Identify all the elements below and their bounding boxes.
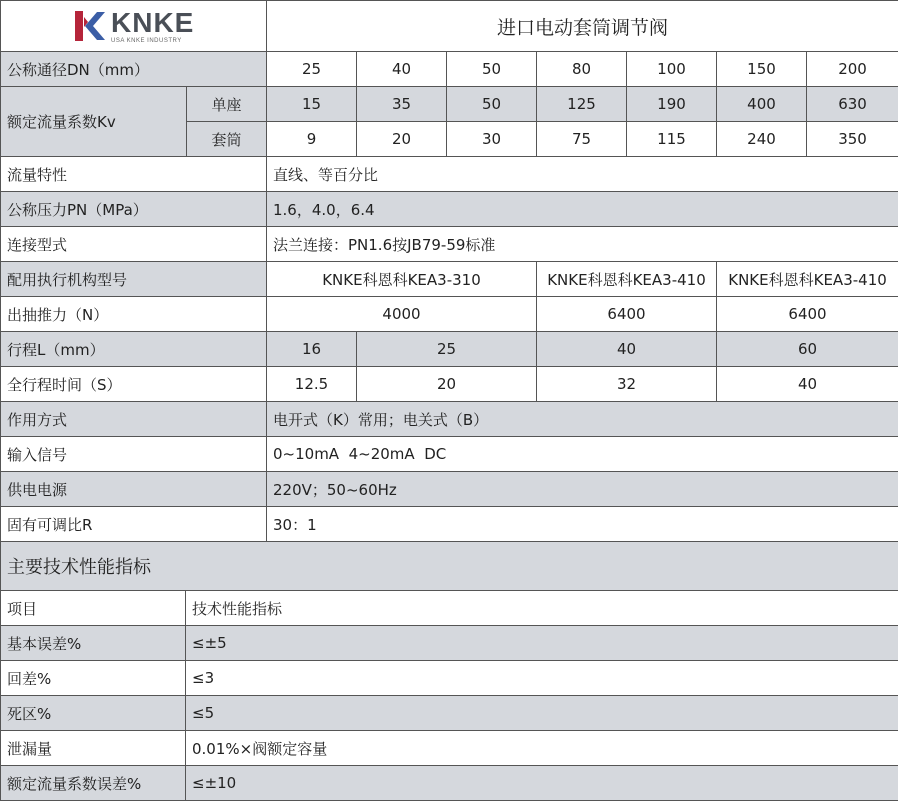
input-label: 输入信号 [1,437,267,472]
page-title: 进口电动套筒调节阀 [267,1,898,52]
stroke-value: 40 [537,332,717,367]
kv-single-seat-label: 单座 [187,87,267,122]
dn-label: 公称通径DN（mm） [1,52,267,87]
pressure-value: 1.6，4.0，6.4 [267,192,898,227]
dn-value: 50 [447,52,537,87]
kv-value: 350 [807,122,898,157]
kv-value: 630 [807,87,898,122]
stroke-time-value: 20 [357,367,537,402]
perf-label: 项目 [1,591,186,626]
range-value: 30：1 [267,507,898,542]
stroke-time-value: 40 [717,367,898,402]
perf-label: 基本误差% [1,626,186,661]
perf-value: ≤±10 [186,766,898,801]
kv-label: 额定流量系数Kv [1,87,187,157]
actuator-model: KNKE科恩科KEA3-310 [267,262,537,297]
kv-value: 400 [717,87,807,122]
kv-value: 50 [447,87,537,122]
kv-value: 125 [537,87,627,122]
performance-section-title: 主要技术性能指标 [1,542,898,591]
thrust-value: 4000 [267,297,537,332]
perf-value: ≤±5 [186,626,898,661]
kv-value: 20 [357,122,447,157]
perf-value: ≤3 [186,661,898,696]
logo-cell [1,1,267,52]
logo-tagline: USA KNKE INDUSTRY [111,37,182,44]
range-label: 固有可调比R [1,507,267,542]
kv-value: 115 [627,122,717,157]
logo-wordmark: KNKE [111,6,195,38]
kv-value: 30 [447,122,537,157]
flow-char-label: 流量特性 [1,157,267,192]
dn-value: 200 [807,52,898,87]
connection-label: 连接型式 [1,227,267,262]
dn-value: 40 [357,52,447,87]
dn-value: 25 [267,52,357,87]
perf-value: 0.01%×阀额定容量 [186,731,898,766]
brand-logo [7,6,260,44]
perf-label: 回差% [1,661,186,696]
thrust-label: 出抽推力（N） [1,297,267,332]
power-label: 供电电源 [1,472,267,507]
stroke-value: 25 [357,332,537,367]
dn-value: 150 [717,52,807,87]
performance-table [0,541,898,801]
input-value: 0~10mA 4~20mA DC [267,437,898,472]
perf-label: 泄漏量 [1,731,186,766]
thrust-value: 6400 [717,297,898,332]
kv-value: 15 [267,87,357,122]
perf-label: 死区% [1,696,186,731]
stroke-time-value: 32 [537,367,717,402]
actuator-model: KNKE科恩科KEA3-410 [537,262,717,297]
stroke-value: 60 [717,332,898,367]
actuator-label: 配用执行机构型号 [1,262,267,297]
stroke-time-label: 全行程时间（S） [1,367,267,402]
kv-value: 240 [717,122,807,157]
stroke-label: 行程L（mm） [1,332,267,367]
connection-value: 法兰连接：PN1.6按JB79-59标准 [267,227,898,262]
perf-label: 额定流量系数误差% [1,766,186,801]
kv-value: 190 [627,87,717,122]
dn-value: 80 [537,52,627,87]
knke-logo-icon [75,9,105,43]
perf-value: ≤5 [186,696,898,731]
kv-value: 75 [537,122,627,157]
actuator-model: KNKE科恩科KEA3-410 [717,262,898,297]
pressure-label: 公称压力PN（MPa） [1,192,267,227]
flow-char-value: 直线、等百分比 [267,157,898,192]
thrust-value: 6400 [537,297,717,332]
kv-value: 35 [357,87,447,122]
action-value: 电开式（K）常用；电关式（B） [267,402,898,437]
kv-value: 9 [267,122,357,157]
stroke-time-value: 12.5 [267,367,357,402]
dn-value: 100 [627,52,717,87]
perf-value: 技术性能指标 [186,591,898,626]
action-label: 作用方式 [1,402,267,437]
stroke-value: 16 [267,332,357,367]
kv-sleeve-label: 套筒 [187,122,267,157]
power-value: 220V；50~60Hz [267,472,898,507]
